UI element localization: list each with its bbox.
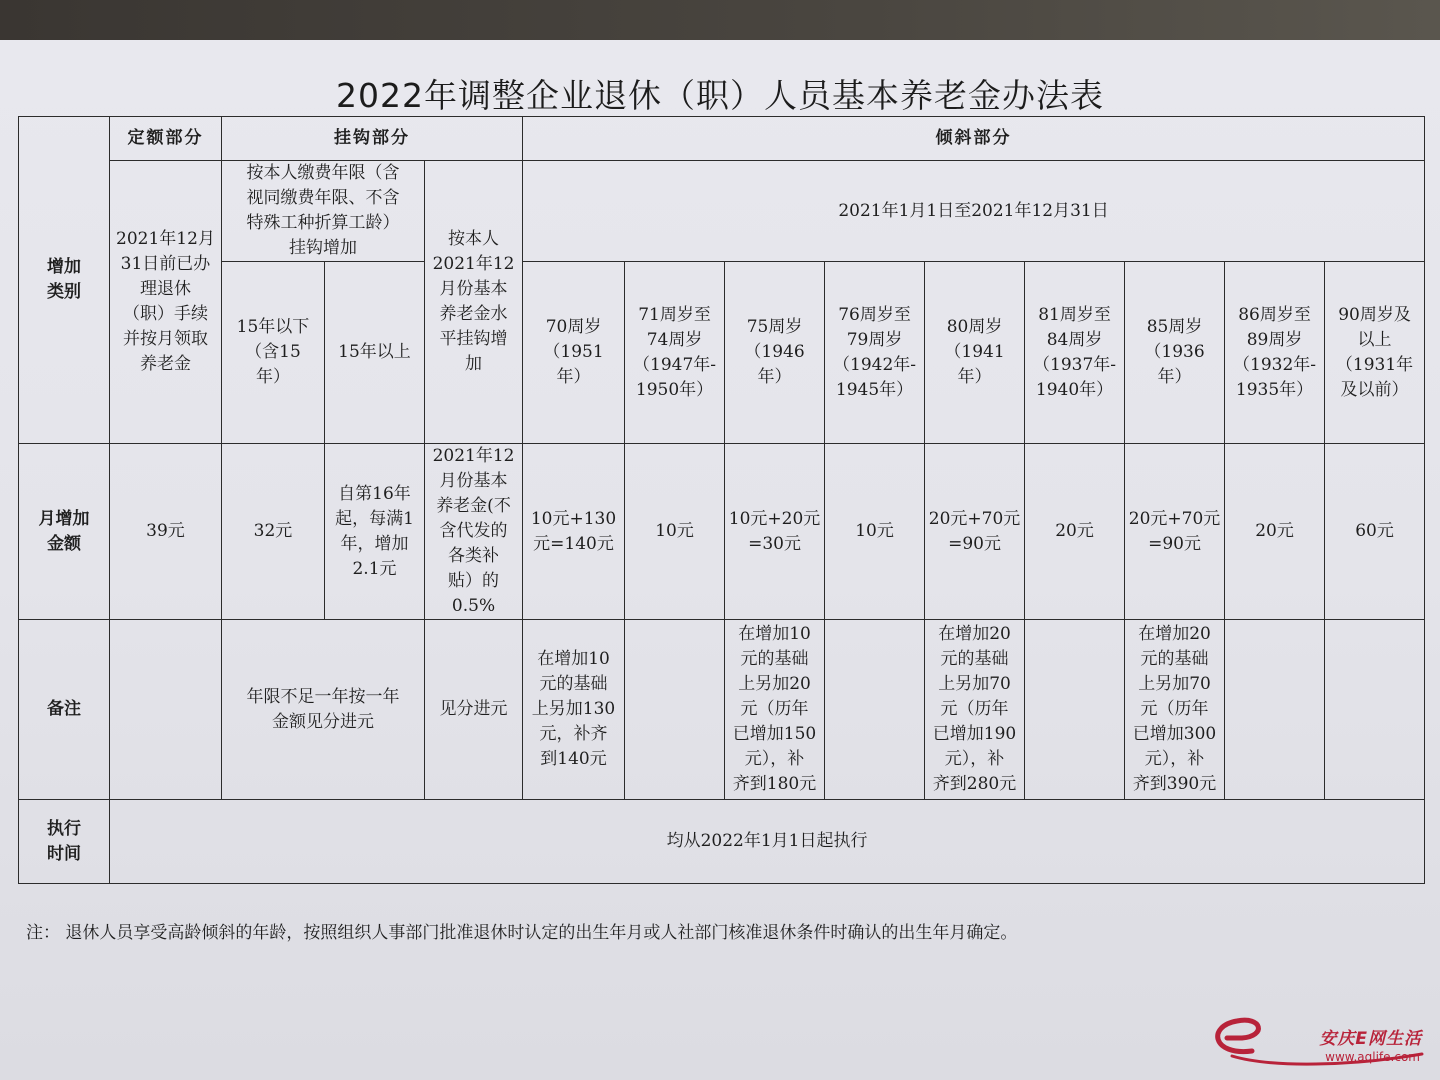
watermark-logo (1192, 996, 1432, 1076)
remarks-label: 备注 (19, 620, 110, 800)
age-header-80: 80周岁 （1941 年） (925, 262, 1025, 444)
pension-linked-desc: 按本人 2021年12 月份基本 养老金水 平挂钩增 加 (425, 161, 523, 444)
age-header-90-plus: 90周岁及 以上 （1931年 及以前） (1325, 262, 1425, 444)
background-edge (0, 0, 1440, 42)
monthly-age-81-84: 20元 (1025, 444, 1125, 620)
remarks-age-70: 在增加10 元的基础 上另加130 元，补齐 到140元 (523, 620, 625, 800)
watermark-url: www.aqlife.com (1325, 1050, 1420, 1064)
tilted-part-header: 倾斜部分 (523, 117, 1425, 161)
monthly-age-76-79: 10元 (825, 444, 925, 620)
remarks-fixed (110, 620, 222, 800)
remarks-age-75: 在增加10 元的基础 上另加20 元（历年 已增加150 元），补 齐到180元 (725, 620, 825, 800)
years-linked-desc: 按本人缴费年限（含 视同缴费年限、不含 特殊工种折算工龄） 挂钩增加 (222, 161, 425, 262)
remarks-age-71-74 (625, 620, 725, 800)
age-header-75: 75周岁 （1946 年） (725, 262, 825, 444)
fixed-part-desc: 2021年12月 31日前已办 理退休 （职）手续 并按月领取 养老金 (110, 161, 222, 444)
remarks-age-85: 在增加20 元的基础 上另加70 元（历年 已增加300 元），补 齐到390元 (1125, 620, 1225, 800)
monthly-fixed: 39元 (110, 444, 222, 620)
remarks-age-81-84 (1025, 620, 1125, 800)
remarks-age-90-plus (1325, 620, 1425, 800)
remarks-years: 年限不足一年按一年 金额见分进元 (222, 620, 425, 800)
exec-time-label: 执行 时间 (19, 800, 110, 884)
monthly-age-86-89: 20元 (1225, 444, 1325, 620)
age-header-76-79: 76周岁至 79周岁 （1942年- 1945年） (825, 262, 925, 444)
monthly-age-80: 20元+70元 =90元 (925, 444, 1025, 620)
years-over-15-header: 15年以上 (325, 262, 425, 444)
monthly-age-71-74: 10元 (625, 444, 725, 620)
pension-table (18, 116, 1425, 884)
age-header-85: 85周岁 （1936 年） (1125, 262, 1225, 444)
watermark-text: 安庆E网生活 (1319, 1029, 1422, 1049)
linked-part-header: 挂钩部分 (222, 117, 523, 161)
remarks-age-80: 在增加20 元的基础 上另加70 元（历年 已增加190 元），补 齐到280元 (925, 620, 1025, 800)
monthly-age-70: 10元+130 元=140元 (523, 444, 625, 620)
years-under-15-header: 15年以下 （含15 年） (222, 262, 325, 444)
monthly-over-15: 自第16年 起，每满1 年，增加 2.1元 (325, 444, 425, 620)
document-title: 2022年调整企业退休（职）人员基本养老金办法表 (336, 76, 1104, 115)
remarks-age-76-79 (825, 620, 925, 800)
date-range: 2021年1月1日至2021年12月31日 (523, 161, 1425, 262)
monthly-age-90-plus: 60元 (1325, 444, 1425, 620)
remarks-age-86-89 (1225, 620, 1325, 800)
fixed-part-header: 定额部分 (110, 117, 222, 161)
age-header-81-84: 81周岁至 84周岁 （1937年- 1940年） (1025, 262, 1125, 444)
age-header-71-74: 71周岁至 74周岁 （1947年- 1950年） (625, 262, 725, 444)
remarks-pension: 见分进元 (425, 620, 523, 800)
monthly-age-75: 10元+20元 =30元 (725, 444, 825, 620)
age-header-70: 70周岁 （1951 年） (523, 262, 625, 444)
monthly-pension: 2021年12 月份基本 养老金(不 含代发的 各类补 贴）的 0.5% (425, 444, 523, 620)
age-header-86-89: 86周岁至 89周岁 （1932年- 1935年） (1225, 262, 1325, 444)
footnote: 注： 退休人员享受高龄倾斜的年龄，按照组织人事部门批准退休时认定的出生年月或人社部门核准退休条件时确认的出生年月确定。 (26, 923, 1018, 943)
monthly-under-15: 32元 (222, 444, 325, 620)
monthly-age-85: 20元+70元 =90元 (1125, 444, 1225, 620)
category-header: 增加 类别 (19, 117, 110, 444)
monthly-increase-label: 月增加 金额 (19, 444, 110, 620)
exec-time-value: 均从2022年1月1日起执行 (110, 800, 1425, 884)
